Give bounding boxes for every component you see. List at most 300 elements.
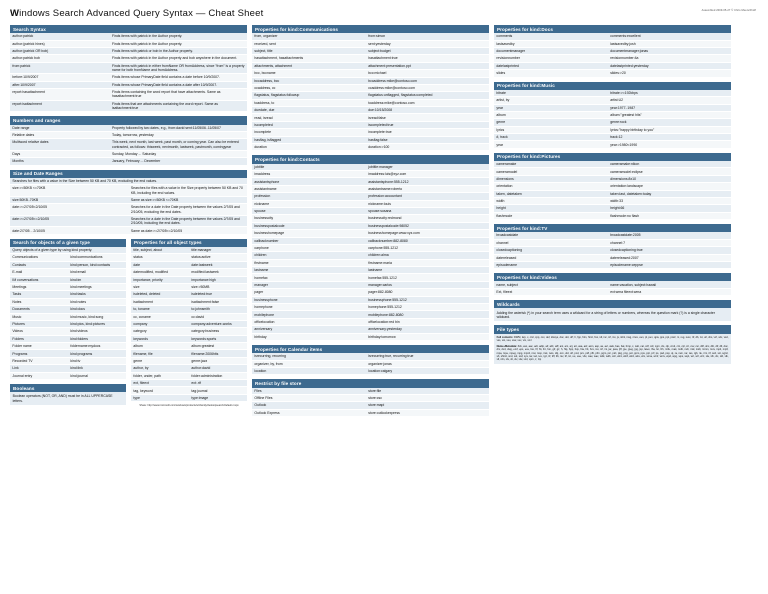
cell-value: isrecurring:true, recurring:true xyxy=(366,353,489,360)
cell-key: anniversary xyxy=(252,326,366,333)
cell-key: subject, title xyxy=(252,47,366,54)
section-size-date-ranges xyxy=(10,170,247,235)
source-link[interactable]: Share: http://www.microsoft.com/windows/products/winfamily/desktopsearch/default.mspx xyxy=(139,404,239,408)
table-row xyxy=(10,247,126,254)
table-row xyxy=(10,185,247,197)
table-row xyxy=(10,269,126,276)
cell-key: lastsavedby xyxy=(494,40,608,47)
table-row xyxy=(252,84,489,91)
table-row xyxy=(10,261,126,268)
table-row xyxy=(494,90,731,97)
section-heading: File types xyxy=(494,325,731,333)
cell-value: width:33 xyxy=(608,197,731,204)
cell-value: Same as date:>=2/7/05<=2/10/05 xyxy=(129,227,248,234)
full-contents-text: DWM, lwp, c, cml, cpp, cxx, def, diosys, doc, dot, drf, h, fpp, htm, html, hxx, idl, inc, inf, inx, js, idml, msg, mwx, oen, pl, pen, qpw, pps, ppt, pwiz, rc, reg, resx, rtf, db, txt, url, vbs, vcf, vdx, vsd, vss, vst, vsu, vsw, vsx, vtx, xml xyxy=(496,335,729,343)
table-row xyxy=(252,121,489,128)
table-row xyxy=(252,318,489,325)
cell-value: Finds items with patrick in the Author property. xyxy=(110,33,247,40)
cell-value: profession:accountant xyxy=(366,193,489,200)
table-row xyxy=(494,254,731,261)
cell-value: year:1977..1987 xyxy=(608,104,731,111)
cell-key: from, organizer xyxy=(252,33,366,40)
cell-value: genre:rock xyxy=(608,119,731,126)
cell-key: ccaddress, cc xyxy=(252,84,366,91)
table-row xyxy=(252,215,489,222)
cell-value: kind:email xyxy=(68,269,126,276)
cell-key: from:patrick xyxy=(10,62,110,74)
wildcards-text: Adding the asterisk (*) in your search term uses a wildcard for a string of letters or numbers, whereas the question mark (?) is a single character wildcard. xyxy=(494,308,731,321)
cell-key: date:>=2/7/05<2/10/05 xyxy=(10,204,129,216)
table-row xyxy=(252,114,489,121)
cell-value: Property followed by two dates, e.g., from:david sent:11/05/06..11/05/07 xyxy=(110,125,247,132)
cell-key: homephone xyxy=(252,304,366,311)
section-search-syntax xyxy=(10,25,247,112)
table-row xyxy=(252,207,489,214)
section-videos xyxy=(494,273,731,296)
cell-value: isdeleted:true xyxy=(189,291,247,298)
cell-key: author, by xyxy=(131,365,189,372)
cell-key: homefax xyxy=(252,274,366,281)
cell-value: company:adventure-works xyxy=(189,320,247,327)
cell-value: subject:budget xyxy=(366,47,489,54)
table-row xyxy=(252,394,489,401)
subcolumn-objects xyxy=(10,239,126,409)
cell-key: folder, under, path xyxy=(131,372,189,379)
contacts-table xyxy=(252,164,489,341)
cell-value: Finds items containing the word report that have attachments. Same as hasattachment:true xyxy=(110,89,247,101)
table-row xyxy=(494,281,731,288)
table-row xyxy=(10,204,247,216)
cell-value: bccaddress:mike@contoso.com xyxy=(366,77,489,84)
file-types-body xyxy=(494,334,731,364)
cell-value: flagstatus:unflagged, flagstatus:completed xyxy=(366,92,489,99)
cell-key: size xyxy=(131,283,189,290)
cell-value: kind:docs xyxy=(68,306,126,313)
cell-value: modified:lastweek xyxy=(189,269,247,276)
table-row xyxy=(252,178,489,185)
cell-key: attachments, attachment xyxy=(252,62,366,69)
cell-key: cameramodel xyxy=(494,168,608,175)
table-row xyxy=(494,232,731,239)
cell-value: sent:yesterday xyxy=(366,40,489,47)
table-row xyxy=(494,161,731,168)
cell-value: homefax:555-1212 xyxy=(366,274,489,281)
section-object-types xyxy=(131,239,247,407)
section-heading: Properties for kind:Communications xyxy=(252,25,489,33)
table-row xyxy=(131,283,247,290)
cell-key: datereleased xyxy=(494,254,608,261)
cell-value: album:"greatest hits" xyxy=(608,111,731,118)
table-row xyxy=(10,357,126,364)
table-row xyxy=(252,33,489,40)
credit-line: Assembled 2009-05-27 © Chris Muenchhoff xyxy=(701,9,756,12)
cell-value: toaddress:mike@contoso.com xyxy=(366,99,489,106)
table-row xyxy=(494,239,731,246)
table-row xyxy=(10,372,126,379)
cell-value: kind:tv xyxy=(68,357,126,364)
table-row xyxy=(252,193,489,200)
cell-value: ccaddress:mike@contoso.com xyxy=(366,84,489,91)
cell-key: businessphone xyxy=(252,296,366,303)
table-row xyxy=(131,380,247,387)
table-row xyxy=(494,70,731,77)
cell-key: Notes xyxy=(10,298,68,305)
table-row xyxy=(10,178,247,185)
table-row xyxy=(252,70,489,77)
cell-value: assistantsphone:555-1212 xyxy=(366,178,489,185)
table-row xyxy=(252,281,489,288)
cell-key: birthday xyxy=(252,333,366,340)
table-row xyxy=(131,328,247,335)
table-row xyxy=(131,387,247,394)
cell-key: Outlook Express xyxy=(252,409,366,416)
cell-value: location:calgary xyxy=(366,367,489,374)
section-communications xyxy=(252,25,489,151)
cell-key: album xyxy=(494,111,608,118)
cell-key: filename, file xyxy=(131,350,189,357)
cell-key: channel xyxy=(494,239,608,246)
cell-key: width xyxy=(494,197,608,204)
cell-key: Videos xyxy=(10,328,68,335)
table-row xyxy=(252,136,489,143)
page-title-text: indows Search Advanced Query Syntax — Cheat Sheet xyxy=(19,8,264,19)
name-metadata-label: Name+Metadata: xyxy=(496,344,517,348)
cell-value: Searches for files with a value in the Size property between 50 KB and 70 KB, including the end values. xyxy=(129,185,248,197)
table-row xyxy=(252,107,489,114)
section-numbers-ranges xyxy=(10,116,247,165)
subcolumn-object-types xyxy=(131,239,247,411)
column-left xyxy=(10,25,247,411)
cell-value: kind:folders xyxy=(68,335,126,342)
cell-key: Folders xyxy=(10,335,68,342)
table-row xyxy=(252,311,489,318)
cell-key: flashmode xyxy=(494,212,608,219)
cell-key: Date range xyxy=(10,125,110,132)
cell-value: store:file xyxy=(366,388,489,395)
table-row xyxy=(252,92,489,99)
section-booleans xyxy=(10,384,126,405)
cell-key: Folder name xyxy=(10,343,68,350)
cell-value: lyrics:"happy birthday to you" xyxy=(608,126,731,133)
cell-key: manager xyxy=(252,281,366,288)
section-heading: Properties for all object types xyxy=(131,239,247,247)
cell-value: jobtitle:manager xyxy=(366,164,489,171)
cell-value: status:active xyxy=(189,254,247,261)
section-file-types xyxy=(494,325,731,364)
table-row xyxy=(10,313,126,320)
table-row xyxy=(494,247,731,254)
table-row xyxy=(10,33,247,40)
cell-value: genre:jazz xyxy=(189,357,247,364)
cell-value: store:csc xyxy=(366,394,489,401)
section-heading: Booleans xyxy=(10,384,126,392)
cell-value: type:image xyxy=(189,394,247,401)
table-row xyxy=(10,276,126,283)
cell-value: cameramodel:eclipse xyxy=(608,168,731,175)
cell-key: slides xyxy=(494,70,608,77)
cell-value: lastsavedby:josh xyxy=(608,40,731,47)
table-row xyxy=(10,328,126,335)
table-row xyxy=(10,74,247,81)
table-row xyxy=(10,335,126,342)
cell-key: Multiword relative dates xyxy=(10,139,110,151)
cell-intro: Searches for files with a value in the Size between 50 KB and 70 KB, excluding the end values. xyxy=(10,178,247,185)
cell-value: Same as size:>=50KB <=70KB xyxy=(129,196,248,203)
table-row xyxy=(494,261,731,268)
cell-key: Tasks xyxy=(10,291,68,298)
table-row xyxy=(10,100,247,112)
cell-value: assistantname:roberto xyxy=(366,185,489,192)
numbers-ranges-table xyxy=(10,125,247,166)
cell-value: attachment:presentation.ppt xyxy=(366,62,489,69)
cell-value: businesscity:redmond xyxy=(366,215,489,222)
cell-value: Searches for a date in the Date property between the values 2/7/05 and 2/10/05, including the end dates. xyxy=(129,215,248,227)
cell-value: kind:link xyxy=(68,365,126,372)
table-row xyxy=(494,212,731,219)
cell-value: kind:im xyxy=(68,276,126,283)
cell-key: type xyxy=(131,394,189,401)
cell-key: closedcaptioning xyxy=(494,247,608,254)
cell-key: isdeleted, deleted xyxy=(131,291,189,298)
cell-value: kind:notes xyxy=(68,298,126,305)
section-file-store xyxy=(252,379,489,417)
cell-key: title, subject, about xyxy=(131,247,189,254)
cell-value: firstname:maria xyxy=(366,259,489,266)
table-row xyxy=(10,139,247,151)
cell-value: kind:communications xyxy=(68,254,126,261)
cell-value: cameramake:nikon xyxy=(608,161,731,168)
cell-key: businesspostalcode xyxy=(252,222,366,229)
docs-table xyxy=(494,33,731,77)
cell-key: cameramake xyxy=(494,161,608,168)
cell-value: businessphone:555-1212 xyxy=(366,296,489,303)
section-heading: Properties for kind:Pictures xyxy=(494,153,731,161)
cell-key: author:(patrick hines) xyxy=(10,40,110,47)
cell-key: after:10/9/2007 xyxy=(10,81,110,88)
cell-value: store:outlookexpress xyxy=(366,409,489,416)
cell-value: category:business xyxy=(189,328,247,335)
table-row xyxy=(10,40,247,47)
table-row xyxy=(494,197,731,204)
table-row xyxy=(494,47,731,54)
table-row xyxy=(10,89,247,101)
cell-key: Relative dates xyxy=(10,131,110,138)
table-row xyxy=(252,259,489,266)
table-row xyxy=(252,99,489,106)
cell-value: Sunday, Monday ... Saturday xyxy=(110,150,247,157)
cell-key: album xyxy=(131,343,189,350)
cell-value: Finds items whose PrimaryDate field contains a date before 10/9/2007. xyxy=(110,74,247,81)
table-row xyxy=(10,125,247,132)
cell-value: ext:.rtf xyxy=(189,380,247,387)
cell-value: Finds items with patrick in either fromName OR fromAddress, since "from" is a property name for both fromName and fromAddress. xyxy=(110,62,247,74)
cell-key: bcc, bccname xyxy=(252,70,366,77)
cell-key: importance, priority xyxy=(131,276,189,283)
cell-value: to:johnsmith xyxy=(189,306,247,313)
cell-key: documentmanager xyxy=(494,47,608,54)
cell-key: Days xyxy=(10,150,110,157)
cell-value: date:lastweek xyxy=(189,261,247,268)
section-heading: Numbers and ranges xyxy=(10,116,247,124)
file-store-table xyxy=(252,388,489,418)
cell-key: Programs xyxy=(10,350,68,357)
cell-value: name:vacation, subject:hawaii xyxy=(608,281,731,288)
section-heading: Wildcards xyxy=(494,300,731,308)
cell-value: Finds items with patrick in the Author property. xyxy=(110,40,247,47)
cell-value: revisionnumber:4a xyxy=(608,55,731,62)
cell-key: isrecurring, recurring xyxy=(252,353,366,360)
section-docs xyxy=(494,25,731,78)
videos-table xyxy=(494,281,731,296)
table-row xyxy=(131,372,247,379)
table-row xyxy=(131,247,247,254)
cell-key: incomplete xyxy=(252,129,366,136)
cell-value: isattachment:false xyxy=(189,298,247,305)
table-row xyxy=(252,222,489,229)
cell-value: carphone:555-1212 xyxy=(366,244,489,251)
cell-value: iscompleted:true xyxy=(366,121,489,128)
cell-key: Pictures xyxy=(10,320,68,327)
cell-value: homephone:555-1212 xyxy=(366,304,489,311)
cell-value: kind:person, kind:contacts xyxy=(68,261,126,268)
table-row xyxy=(252,304,489,311)
cell-key: year xyxy=(494,141,608,148)
cell-key: dimensions xyxy=(494,175,608,182)
music-table xyxy=(494,90,731,149)
cell-key: height xyxy=(494,205,608,212)
section-heading: Restrict by file store xyxy=(252,379,489,387)
cell-value: anniversary:yesterday xyxy=(366,326,489,333)
cell-value: Today, tomorrow, yesterday xyxy=(110,131,247,138)
table-row xyxy=(10,365,126,372)
table-row xyxy=(252,333,489,340)
cell-value: organizer:jonas xyxy=(366,360,489,367)
table-row xyxy=(252,164,489,171)
cell-value: duration:>100 xyxy=(366,144,489,151)
cell-value: artist:U2 xyxy=(608,97,731,104)
cell-key: datelastprinted xyxy=(494,62,608,69)
cell-value: kind:programs xyxy=(68,350,126,357)
search-syntax-table xyxy=(10,33,247,112)
table-row xyxy=(10,350,126,357)
cell-value: cc:david xyxy=(189,313,247,320)
table-row xyxy=(252,244,489,251)
cell-value: datereleased:2007 xyxy=(608,254,731,261)
table-row xyxy=(252,144,489,151)
table-row xyxy=(10,158,247,165)
section-pictures xyxy=(494,153,731,220)
section-music xyxy=(494,82,731,149)
cell-value: flashmode:no flash xyxy=(608,212,731,219)
table-row xyxy=(131,276,247,283)
cell-value: pager:882-8080 xyxy=(366,289,489,296)
cell-value: size:>50MB xyxy=(189,283,247,290)
table-row xyxy=(10,254,126,261)
page-title xyxy=(10,8,758,19)
cell-value: episodename:ceppse xyxy=(608,261,731,268)
cell-key: year xyxy=(494,104,608,111)
table-row xyxy=(494,175,731,182)
table-row xyxy=(252,185,489,192)
cell-key: size:50KB..70KB xyxy=(10,196,129,203)
cell-key: Communications xyxy=(10,254,68,261)
cell-key: broadcastdate xyxy=(494,232,608,239)
cell-key: bccaddress, bcc xyxy=(252,77,366,84)
cell-key: Music xyxy=(10,313,68,320)
table-row xyxy=(494,205,731,212)
cell-value: spouse:susana xyxy=(366,207,489,214)
cell-value: dimensions:8x10 xyxy=(608,175,731,182)
cell-value: businesspostalcode:98052 xyxy=(366,222,489,229)
cell-value: callbacknumber:882-8080 xyxy=(366,237,489,244)
cell-key: date xyxy=(131,261,189,268)
section-wildcards xyxy=(494,300,731,321)
cell-key: businesshomepage xyxy=(252,230,366,237)
table-row xyxy=(494,288,731,295)
cell-key: tag, keyword xyxy=(131,387,189,394)
cell-key: date:>=2/7/05<=2/10/05 xyxy=(10,215,129,227)
section-heading: Properties for kind:Contacts xyxy=(252,155,489,163)
cell-key: profession xyxy=(252,193,366,200)
cell-key: received, sent xyxy=(252,40,366,47)
section-heading: Size and Date Ranges xyxy=(10,170,247,178)
cell-key: E-mail xyxy=(10,269,68,276)
cell-key: hasflag, isflagged xyxy=(252,136,366,143)
table-row xyxy=(494,141,731,148)
cell-value: taken:last, datetaken:today xyxy=(608,190,731,197)
table-row xyxy=(10,150,247,157)
cell-value: year:>1980<1990 xyxy=(608,141,731,148)
cell-key: Months xyxy=(10,158,110,165)
cell-key: officelocation xyxy=(252,318,366,325)
table-row xyxy=(10,55,247,62)
table-row xyxy=(131,269,247,276)
cell-key: Contacts xyxy=(10,261,68,268)
cell-value: kind:music, kind:song xyxy=(68,313,126,320)
cell-key: lyrics xyxy=(494,126,608,133)
table-row xyxy=(252,200,489,207)
cell-value: folder:administration xyxy=(189,372,247,379)
cell-key: genre xyxy=(131,357,189,364)
table-row xyxy=(10,227,247,234)
name-metadata-text: 3dx, asx, aac, adt, adtp, aif, aifc, aiff, ani, arc, arj, art, asa, asf, asm, asp, au, avi, awk, bas, bat, bmp, c, cab, cat, cdf, cdr, cgm, cls, clp, cmd, cnt, cpl, crt, csv, cur, dbf, dcx, dib, dif, dll, doc, drv, dvd, dwg, emf, eps, exe, fax, fif, flv, fnt, fon, gif, gz, h, hlp, hpp, hqx, hta, htt, hxx, ico, inf, ini, jar, java, jfif, jpe, jpeg, jpg, jsp, latex, lha, lst, lzh, m3u, mak, mdb, mdi, mid, midi, mmm, mov, mp2, mp3, mpa, mpe, mpeg, mpg, mpv2, msi, msp, mst, nws, obj, ocx, old, otf, pcd, pcx, pdf, pfb, pfm, pgm, pic, pict, pkg, png, pot, ppm, pps, ppt, prf, ps, psd, psp, qt, ra, ram, rar, ras, rgb, rle, rmi, rtf, scd, sct, sgml, sh, shtml, snd, sol, swf, sys, tar, taz, tex, tgz, tif, tiff, tlb, tsv, ttf, txt, uu, uue, vbx, wav, wax, wbk, wdb, wiz, wk1, wk3, wk4, wks, wm, wma, wmf, wmv, wpd, wpg, wps, wq1, wri, wrl, wrz, xla, xlb, xlc, xld, xlk, xll, xlm, xls, xlt, xlv, xlw, xml, xpm, z, zip xyxy=(496,344,729,362)
table-row xyxy=(10,320,126,327)
cell-key: assistantname xyxy=(252,185,366,192)
table-row xyxy=(131,261,247,268)
cell-value: closedcaptioning:true xyxy=(608,247,731,254)
section-contacts xyxy=(252,155,489,341)
table-row xyxy=(252,360,489,367)
cell-value: filename:2006hits xyxy=(189,350,247,357)
cell-key: pager xyxy=(252,289,366,296)
table-row xyxy=(494,183,731,190)
table-row xyxy=(131,343,247,350)
table-row xyxy=(494,126,731,133)
objects-table xyxy=(10,247,126,380)
table-row xyxy=(10,81,247,88)
cell-key: name, subject xyxy=(494,281,608,288)
table-row xyxy=(494,55,731,62)
cell-value: album:greatest xyxy=(189,343,247,350)
cell-value: from:simon xyxy=(366,33,489,40)
cell-key: status xyxy=(131,254,189,261)
cell-key: carphone xyxy=(252,244,366,251)
name-metadata-block xyxy=(497,345,729,362)
cell-key: isattachment xyxy=(131,298,189,305)
page-title-initial: W xyxy=(10,8,20,19)
section-heading: Properties for kind:TV xyxy=(494,224,731,232)
cell-key: hasattachment, hasattachments xyxy=(252,55,366,62)
